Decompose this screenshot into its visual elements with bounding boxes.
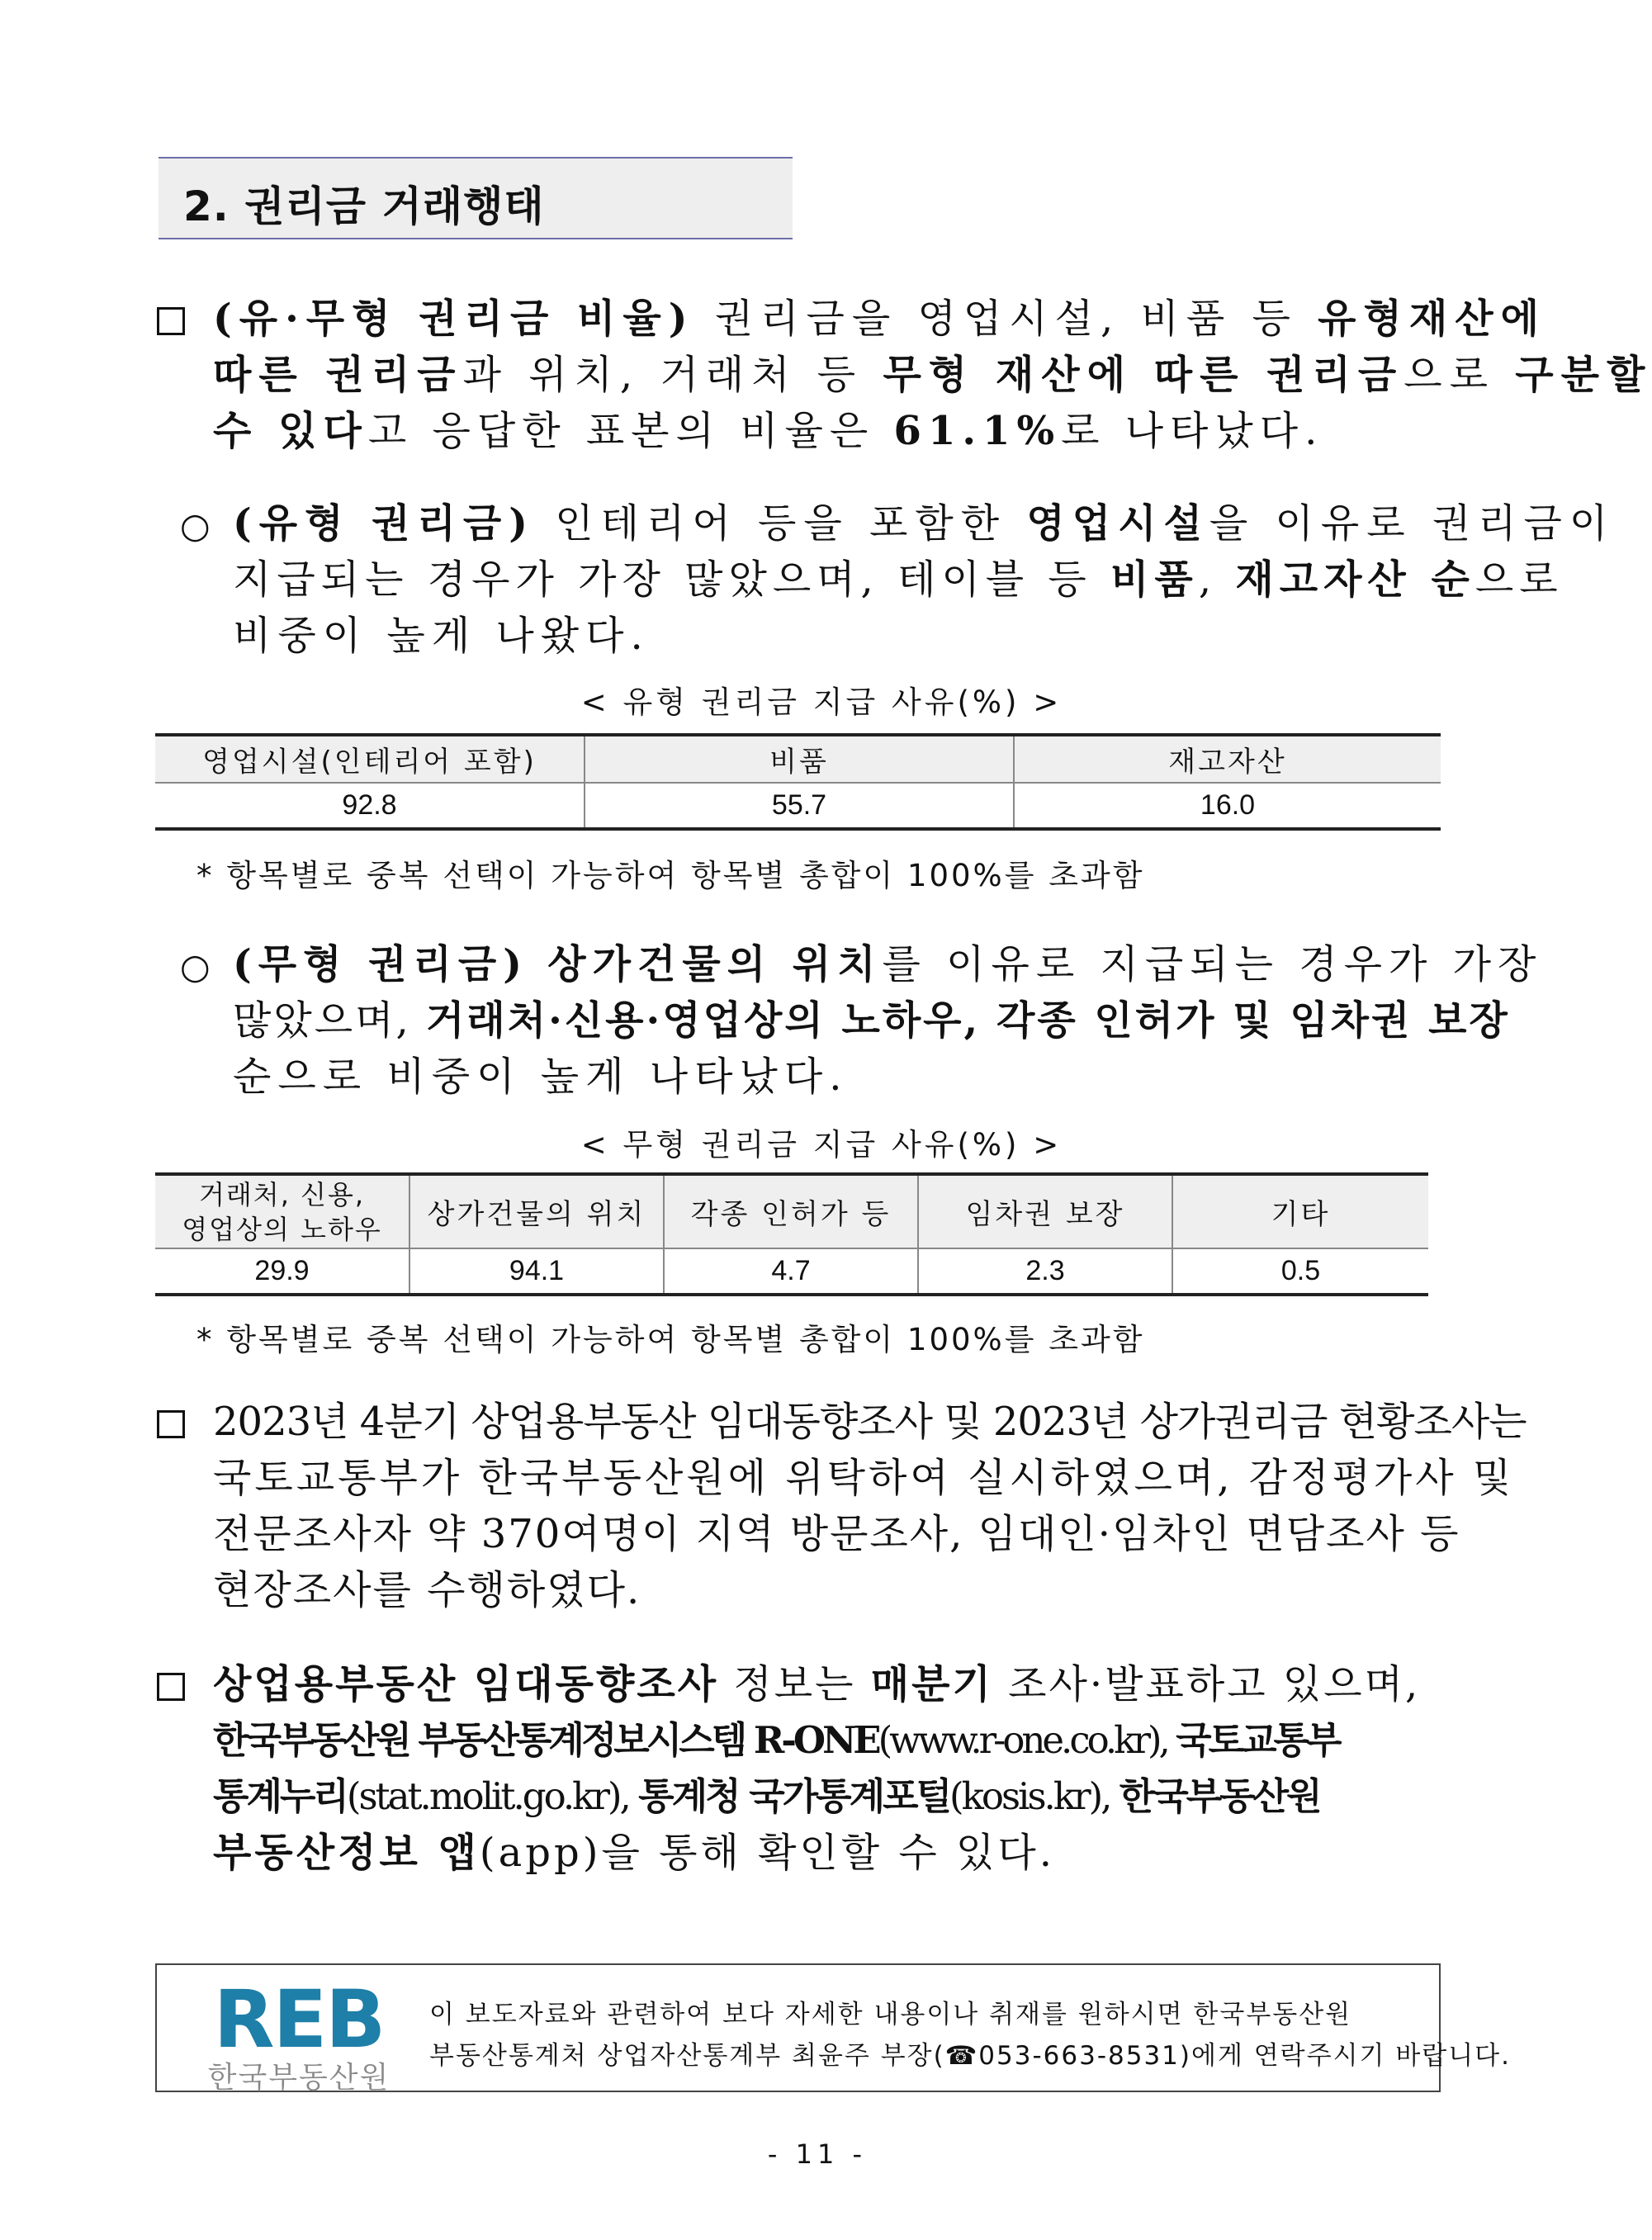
text-line (233, 1049, 1446, 1105)
bold-text: 상업용부동산 임대동향조사 (213, 1661, 719, 1707)
table-cell: 92.8 (155, 783, 585, 829)
circle-bullet-icon: ○ (180, 946, 211, 987)
paragraph-ratio (213, 291, 1652, 459)
bold-text: 상가건물의 위치 (547, 941, 883, 987)
page-number: - 11 - (767, 2138, 868, 2170)
contact-box (155, 1963, 1511, 2095)
bold-text: 통계청 국가통계포털 (638, 1774, 950, 1818)
bold-text: 영업시설 (1026, 500, 1209, 547)
text-segment: 인테리어 등을 포함한 (534, 500, 1027, 547)
table1-note: * 항목별로 중복 선택이 가능하여 항목별 총합이 100%를 초과함 (196, 858, 1145, 893)
text-segment: 정보는 (718, 1661, 871, 1707)
table-header-row (155, 1174, 1428, 1248)
text-line (213, 1394, 1527, 1450)
bold-text: 한국부동산원 (1119, 1774, 1320, 1818)
text-line (233, 552, 1564, 608)
intangible-reasons-table (155, 1172, 1428, 1296)
paragraph-intangible (233, 936, 1543, 1105)
table-header-cell: 상가건물의 위치 (409, 1174, 664, 1248)
text-segment: 비중이 높게 나왔다. (233, 613, 650, 659)
table-cell: 4.7 (664, 1248, 918, 1295)
text-line (213, 1825, 1451, 1881)
text-segment (528, 941, 547, 987)
bold-text: (유형 권리금) (233, 500, 535, 547)
table2-note: * 항목별로 중복 선택이 가능하여 항목별 총합이 100%를 초과함 (196, 1322, 1145, 1357)
bold-text: 한국부동산원 부동산통계정보시스템 R-ONE (213, 1718, 878, 1762)
paragraph-survey-info (213, 1394, 1527, 1618)
text-line (233, 608, 1446, 664)
circle-bullet-icon: ○ (180, 505, 211, 546)
text-segment: 로 나타났다. (1061, 408, 1324, 454)
text-segment: 전문조사자 약 370여명이 지역 방문조사, 임대인·임차인 면담조사 등 (213, 1511, 1460, 1557)
bold-text: (유·무형 권리금 비율) (213, 296, 695, 342)
table-header-cell: 각종 인허가 등 (664, 1174, 918, 1248)
table-row (155, 1248, 1428, 1295)
checkbox-bullet-icon (157, 307, 185, 335)
text-segment: 순으로 비중이 높게 나타났다. (233, 1054, 849, 1100)
text-line (233, 992, 1510, 1049)
paragraph-tangible (233, 495, 1616, 664)
bold-text: 61.1% (893, 408, 1062, 454)
table2-caption: < 무형 권리금 지급 사유(%) > (580, 1127, 1063, 1163)
contact-line-1: 이 보도자료와 관련하여 보다 자세한 내용이나 취재를 원하시면 한국부동산원 (429, 2000, 1352, 2029)
table-cell: 16.0 (1200, 789, 1256, 821)
text-segment: (stat.molit.go.kr), (346, 1774, 639, 1818)
text-segment: 조사·발표하고 있으며, (992, 1661, 1421, 1707)
text-segment: , (1198, 556, 1236, 603)
text-line (213, 1450, 1515, 1506)
bold-text: 유형재산에 (1318, 296, 1546, 342)
text-segment: (app)을 통해 확인할 수 있다. (479, 1830, 1056, 1876)
table-header-row (155, 735, 1441, 783)
section-title: 2. 권리금 거래행태 (183, 182, 545, 230)
text-segment: 국토교통부가 한국부동산원에 위탁하여 실시하였으며, 감정평가사 및 (213, 1455, 1515, 1501)
table-header-cell: 임차권 보장 (918, 1174, 1172, 1248)
text-segment: 으로 (1403, 352, 1516, 398)
table-header-cell: 재고자산 (1014, 735, 1441, 783)
table-cell: 0.5 (1280, 1255, 1321, 1286)
text-segment: (www.r-one.co.kr), (878, 1718, 1176, 1762)
text-line (213, 1506, 1460, 1562)
tangible-reasons-table (155, 733, 1441, 831)
text-line (213, 291, 1546, 347)
contact-line-2: 부동산통계처 상업자산통계부 최윤주 부장(☎053-663-8531)에게 연락주시기 바랍니다. (429, 2041, 1511, 2071)
bold-text: (무형 권리금) (233, 941, 528, 987)
text-line (213, 403, 1451, 459)
text-line (233, 495, 1616, 552)
reb-logo (200, 1973, 398, 2096)
checkbox-bullet-icon (157, 1673, 185, 1701)
bold-text: 부동산정보 앱 (213, 1830, 480, 1876)
text-line (213, 1712, 1451, 1769)
bold-text: 수 있다 (213, 408, 368, 454)
table-header-cell: 기타 (1172, 1174, 1428, 1248)
table-cell: 29.9 (155, 1248, 409, 1295)
text-line (213, 1562, 1451, 1618)
table-header-cell: 거래처, 신용, 영업상의 노하우 (155, 1174, 409, 1248)
section-header (159, 157, 793, 239)
text-segment: 과 위치, 거래처 등 (462, 352, 883, 398)
bold-text: 무형 재산에 따른 권리금 (883, 352, 1404, 398)
text-segment: 고 응답한 표본의 비율은 (367, 408, 894, 454)
bold-text: 구분할 (1515, 352, 1652, 398)
text-segment: 권리금을 영업시설, 비품 등 (694, 296, 1318, 342)
text-segment: 으로 (1474, 556, 1564, 603)
bold-text: 따른 권리금 (213, 352, 463, 398)
bold-text: 매분기 (870, 1661, 993, 1707)
text-segment: 2023년 4분기 상업용부동산 임대동향조사 및 2023년 상가권리금 현황조사는 (213, 1399, 1527, 1445)
text-segment: 를 이유로 지급되는 경우가 가장 (882, 941, 1543, 987)
bold-text: 거래처·신용·영업상의 노하우, 각종 인허가 및 임차권 보장 (426, 997, 1510, 1044)
text-segment: 을 이유로 권리금이 (1209, 500, 1616, 547)
table-cell: 55.7 (585, 783, 1014, 829)
text-line (213, 1656, 1451, 1712)
table1-caption: < 유형 권리금 지급 사유(%) > (580, 684, 1063, 720)
paragraph-data-sources (213, 1656, 1451, 1881)
checkbox-bullet-icon (157, 1410, 185, 1438)
bold-text: 비품 (1110, 556, 1199, 603)
text-line (233, 936, 1543, 992)
text-segment: 많았으며, (233, 997, 426, 1044)
bold-text: 국토교통부 (1176, 1718, 1339, 1762)
table-cell: 94.1 (409, 1248, 664, 1295)
logo-name: 한국부동산원 (207, 2061, 391, 2095)
table-header-cell: 비품 (585, 735, 1014, 783)
logo-letters: REB (213, 1973, 385, 2066)
bold-text: 재고자산 순 (1235, 556, 1475, 603)
text-segment: 지급되는 경우가 가장 많았으며, 테이블 등 (233, 556, 1111, 603)
text-line (213, 347, 1652, 403)
text-segment: (kosis.kr), (949, 1774, 1119, 1818)
table-cell: 2.3 (918, 1248, 1172, 1295)
bold-text: 통계누리 (213, 1774, 347, 1818)
text-segment: 현장조사를 수행하였다. (213, 1567, 641, 1613)
table-row (155, 783, 1441, 829)
text-line (213, 1769, 1451, 1825)
table-header-cell: 영업시설(인테리어 포함) (155, 735, 585, 783)
